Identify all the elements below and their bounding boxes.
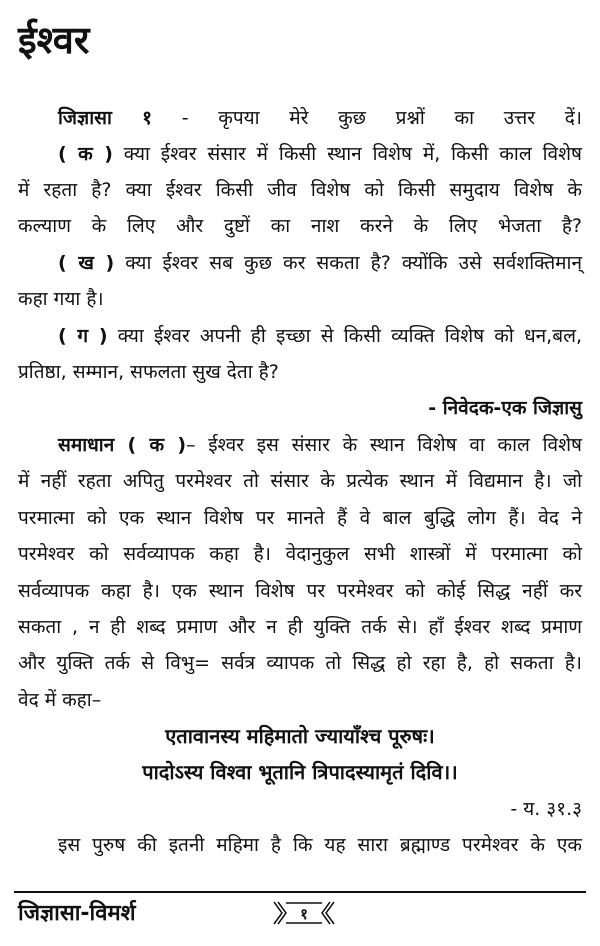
footer-divider (14, 891, 586, 893)
verse-reference: - य. ३१.३ (510, 798, 582, 820)
label-kha: ( ख ) (58, 252, 115, 274)
answer-label: समाधान ( क ) (58, 434, 187, 456)
answer-line-2: में नहीं रहता अपितु परमेश्वर तो संसार के प्रत्येक स्थान में विद्यमान है। जो (18, 470, 582, 492)
page-number-frame-icon (272, 900, 336, 926)
question-intro: - कृपया मेरे कुछ प्रश्नों का उत्तर दें। (152, 107, 582, 129)
question-ga-line-2: प्रतिष्ठा, सम्मान, सफलता सुख देता है? (18, 361, 279, 383)
label-ka: ( क ) (58, 143, 113, 165)
verse-line-2: पादोऽस्य विश्वा भूतानि त्रिपादस्यामृतं दिवि।। (142, 760, 458, 784)
question-kha-line-1 (18, 248, 582, 278)
ga-text-1: क्या ईश्वर अपनी ही इच्छा से किसी व्यक्ति विशेष को धन,बल, (107, 325, 582, 347)
answer-line-4: परमेश्वर को सर्वव्यापक कहा है। वेदानुकुल सभी शास्त्रों में परमात्मा को (18, 543, 582, 565)
page-title: ईश्वर (18, 18, 90, 62)
question-ka-line-3: कल्याण के लिए और दुष्टों का नाश करने के लिए भेजता है? (18, 215, 582, 237)
page-number: १ (300, 905, 308, 923)
verse-line-1: एतावानस्य महिमातो ज्यायाँश्च पूरुषः। (165, 724, 435, 748)
answer-line-7: और युक्ति तर्क से विभु= सर्वत्र व्यापक तो सिद्ध हो रहा है, हो सकता है। (18, 652, 582, 674)
question-heading: जिज्ञासा १ (58, 107, 153, 129)
answer-line-6: सकता , न ही शब्द प्रमाण और न ही युक्ति तर्क से। हाँ ईश्वर शब्द प्रमाण (18, 616, 582, 638)
question-ka-line-1 (18, 139, 582, 169)
answer-line-1 (18, 430, 582, 460)
answer-line-8: वेद में कहा– (18, 689, 102, 711)
page-number-box (272, 900, 336, 926)
signature: - निवेदक-एक जिज्ञासु (428, 397, 582, 419)
ka-text-1: क्या ईश्वर संसार में किसी स्थान विशेष में, किसी काल विशेष (112, 143, 582, 165)
answer-line-9: इस पुरुष की इतनी महिमा है कि यह सारा ब्रह्माण्ड परमेश्वर के एक (58, 834, 582, 856)
kha-text-1: क्या ईश्वर सब कुछ कर सकता है? क्योंकि उसे सर्वशक्तिमान् (114, 252, 582, 274)
answer-line-5: सर्वव्यापक कहा है। एक स्थान विशेष पर परमेश्वर को कोई सिद्ध नहीं कर (18, 580, 582, 602)
question-ga-line-1 (18, 321, 582, 351)
footer-title: जिज्ञासा-विमर्श (18, 901, 136, 926)
question-kha-line-2: कहा गया है। (18, 288, 104, 310)
question-intro-line (18, 103, 582, 133)
answer-text-1: – ईश्वर इस संसार के स्थान विशेष वा काल विशेष (186, 434, 582, 456)
answer-line-3: परमात्मा को एक स्थान विशेष पर मानते हैं वे बाल बुद्धि लोग हैं। वेद ने (18, 507, 582, 529)
label-ga: ( ग ) (58, 325, 108, 347)
question-ka-line-2: में रहता है? क्या ईश्वर किसी जीव विशेष को किसी समुदाय विशेष के (18, 179, 582, 201)
